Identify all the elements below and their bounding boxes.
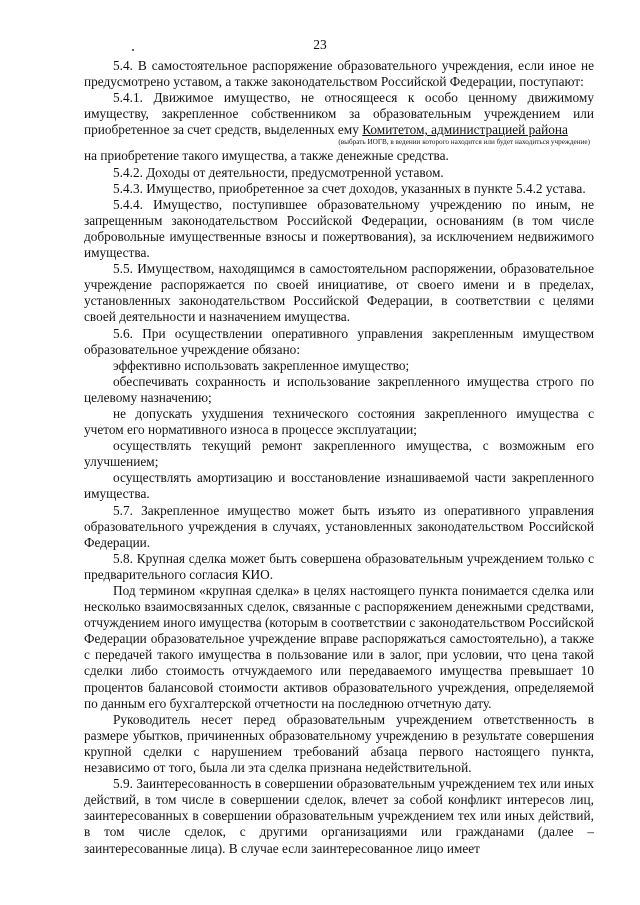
paragraph-director-liability: Руководитель несет перед образовательным учреждением ответственность в размере убытков, причиненных образовательному учреждению в результате совершения крупной сделки с нарушением требований абзаца первого настоящего пункта, независимо от того, была ли эта сделка признана недействительной. xyxy=(84,711,594,776)
page-number: 23 xyxy=(313,37,327,52)
paragraph-5-4-1-cont: на приобретение такого имущества, а также денежные средства. xyxy=(84,148,449,164)
duty-item: не допускать ухудшения технического состояния закрепленного имущества с учетом его нормативного износа в процессе эксплуатации; xyxy=(84,405,594,438)
paragraph-5-4-1-text: 5.4.1. Движимое имущество, не относящееся к особо ценному движимому имуществу, закрепленное собственником за образовательным учреждением или приобретенное за счет средств, выделенных ему xyxy=(84,90,594,138)
paragraph-5-4-4: 5.4.4. Имущество, поступившее образовательному учреждению по иным, не запрещенным законодательством Российской Федерации, основаниям (в том числе добровольные имущественные взносы и пожертвования), за исключением недвижимого имущества. xyxy=(84,196,594,261)
paragraph-5-6: 5.6. При осуществлении оперативного управления закрепленным имуществом образовательное учреждение обязано: xyxy=(84,325,594,357)
paragraph-5-5: 5.5. Имуществом, находящимся в самостоятельном распоряжении, образовательное учреждение распоряжается по своей инициативе, от своего имени и в пределах, установленных законодательством Российской Федерации, в соответствии с целями своей деятельности и назначением имущества. xyxy=(84,261,594,325)
paragraph-5-8: 5.8. Крупная сделка может быть совершена образовательным учреждением только с предварительного согласия КИО. xyxy=(84,550,594,582)
paragraph-5-4-3: 5.4.3. Имущество, приобретенное за счет доходов, указанных в пункте 5.4.2 устава. xyxy=(113,180,586,196)
duty-item: эффективно использовать закрепленное имущество; xyxy=(113,357,410,373)
paragraph-5-7: 5.7. Закрепленное имущество может быть изъято из оперативного управления образовательного учреждения в случаях, установленных законодательством Российской Федерации. xyxy=(84,502,594,550)
paragraph-5-4-2: 5.4.2. Доходы от деятельности, предусмотренной уставом. xyxy=(113,164,444,180)
footnote-choose-authority: (выбрать ИОГВ, в ведении которого находится или будет находиться учреждение) xyxy=(338,138,590,147)
duty-item: обеспечивать сохранность и использование закрепленного имущества строго по целевому назначению; xyxy=(84,373,594,405)
paragraph-5-9: 5.9. Заинтересованность в совершении образовательным учреждением тех или иных действий, в том числе в совершении сделок, влечет за собой конфликт интересов лиц, заинтересованных в совершении образовательным учреждением тех или иных действий, в том числе сделок, с другими организациями или гражданами (далее – заинтересованные лица). В случае если заинтересованное лицо имеет xyxy=(84,776,594,856)
document-body xyxy=(84,58,594,857)
underlined-authority: Комитетом, администрацией района xyxy=(362,122,568,138)
paragraph-5-4-1 xyxy=(84,90,594,138)
duty-item: осуществлять амортизацию и восстановление изнашиваемой части закрепленного имущества. xyxy=(84,470,594,502)
duty-item: осуществлять текущий ремонт закрепленного имущества, с возможным его улучшением; xyxy=(84,438,594,470)
paragraph-5-4: 5.4. В самостоятельное распоряжение образовательного учреждения, если иное не предусмотрено уставом, а также законодательством Российской Федерации, поступают: xyxy=(84,58,594,90)
paragraph-large-deal-definition: Под термином «крупная сделка» в целях настоящего пункта понимается сделка или несколько взаимосвязанных сделок, связанные с распоряжением денежными средствами, отчуждением иного имущества (которым в соответствии с законодательством Российской Федерации образовательное учреждение вправе распоряжаться самостоятельно), а также с передачей такого имущества в пользование или в залог, при условии, что цена такой сделки либо стоимость отчуждаемого или передаваемого имущества превышает 10 процентов балансовой стоимости активов образовательного учреждения, определяемой по данным его бухгалтерской отчетности на последнюю отчетную дату. xyxy=(84,583,594,711)
